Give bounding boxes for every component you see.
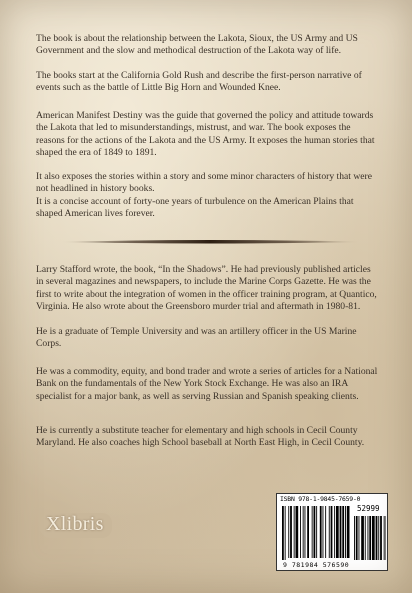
xlibris-logo: Xlibris xyxy=(40,513,112,538)
summary-paragraph-3: American Manifest Destiny was the guide that governed the policy and attitude towards the Lakota that led to misunderstandings, mistrust, and war. The book exposes the reasons for the actions of the Lakota and the US Army. It exposes the human stories that shaped the era of 1849 to 1891. xyxy=(36,110,375,158)
summary-paragraph-2: The books start at the California Gold Rush and describe the first-person narrative of events such as the battle of Little Big Horn and Wounded Knee. xyxy=(36,70,362,94)
summary-paragraph-4: It also exposes the stories within a story and some minor characters of history that were not headlined in history books. xyxy=(36,171,372,195)
brushstroke-divider xyxy=(60,237,360,246)
summary-paragraph-5: It is a concise account of forty-one years of turbulence on the American Plains that shaped American lives forever. xyxy=(36,196,354,220)
barcode-image xyxy=(280,504,386,560)
bio-paragraph-3: He was a commodity, equity, and bond trader and wrote a series of articles for a National Bank on the fundamentals of the New York Stock Exchange. He was also an IRA specialist for a major bank, as well as serving Russian and Spanish speaking clients. xyxy=(36,366,378,402)
isbn-label: ISBN 978-1-9845-7659-0 xyxy=(280,495,361,503)
bio-paragraph-4: He is currently a substitute teacher for elementary and high schools in Cecil County Maryland. He also coaches high School baseball at North East High, in Cecil County. xyxy=(36,425,365,449)
bio-paragraph-2: He is a graduate of Temple University and was an artillery officer in the US Marine Corps. xyxy=(36,326,357,350)
barcode-number: 9 781984 576590 xyxy=(283,561,350,569)
summary-paragraph-1: The book is about the relationship between the Lakota, Sioux, the US Army and US Government and the slow and methodical destruction of the Lakota way of life. xyxy=(36,33,358,57)
bio-paragraph-1: Larry Stafford wrote, the book, “In the Shadows”. He had previously published articles in several magazines and newspapers, to include the Marine Corps Gazette. He was the first to write about the integration of women in the officer training program, at Quantico, Virginia. He also wrote about the Greensboro murder trial and aftermath in 1980-81. xyxy=(36,264,377,312)
isbn-barcode-box xyxy=(276,493,388,571)
price-code: 52999 xyxy=(357,504,380,513)
